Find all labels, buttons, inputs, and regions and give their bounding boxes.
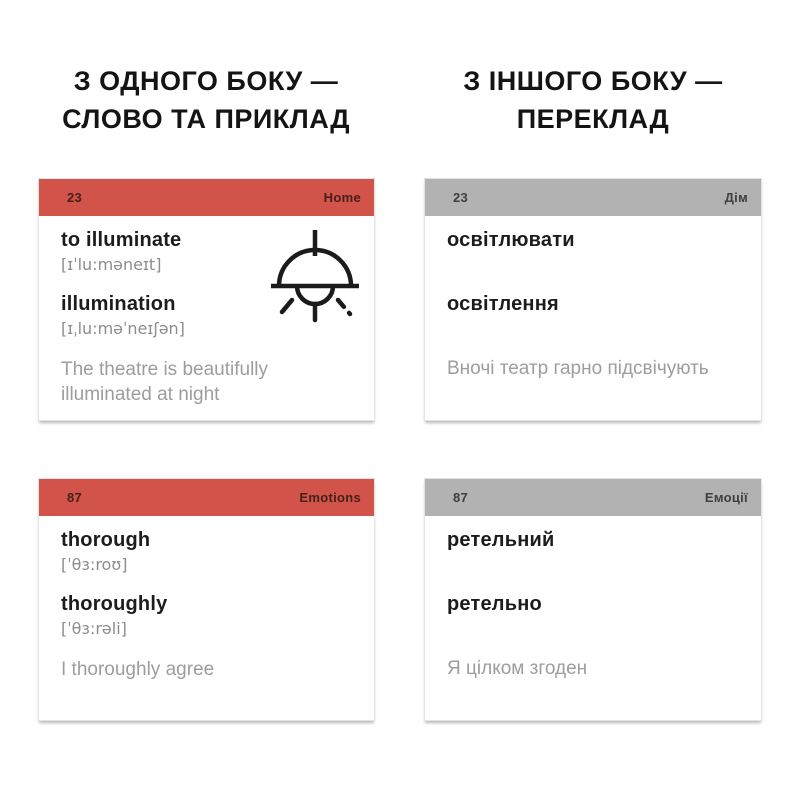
front-column-title-line1: З ОДНОГО БОКУ —: [73, 66, 339, 96]
translation-word: освітлювати: [447, 229, 575, 251]
back-column-title: [413, 62, 773, 138]
pendant-lamp-icon: [268, 226, 362, 330]
card-category: Дім: [724, 190, 748, 205]
translation-word: ретельний: [447, 529, 555, 551]
card-body: [425, 216, 761, 420]
card-number: 87: [453, 490, 469, 505]
back-column-title-line1: З ІНШОГО БОКУ —: [463, 66, 723, 96]
card-header: [425, 479, 761, 516]
card-category: Home: [323, 190, 361, 205]
example-sentence: I thoroughly agree: [61, 659, 215, 680]
word: thoroughly: [61, 593, 168, 615]
card-body: [39, 216, 374, 420]
translation-word: освітлення: [447, 293, 559, 315]
card-header: [39, 179, 374, 216]
phonetic-transcription: [ˈθɜ:rəli]: [61, 619, 127, 638]
word: thorough: [61, 529, 151, 551]
front-column-title: [26, 62, 386, 138]
translated-example-sentence: Вночі театр гарно підсвічують: [447, 358, 709, 379]
phonetic-transcription: [ɪˈlu:məneɪt]: [61, 255, 162, 274]
example-sentence: The theatre is beautifully illuminated at night: [61, 359, 269, 405]
card-category: Емоції: [704, 490, 748, 505]
word: illumination: [61, 293, 176, 315]
back-column-title-line2: ПЕРЕКЛАД: [516, 104, 670, 134]
phonetic-transcription: [ɪˌlu:məˈneɪʃən]: [61, 319, 185, 338]
card-body: [39, 516, 374, 720]
card-header: [425, 179, 761, 216]
card-number: 23: [453, 190, 469, 205]
front-column-title-line2: СЛОВО ТА ПРИКЛАД: [62, 104, 350, 134]
translated-example-sentence: Я цілком згоден: [447, 658, 588, 679]
card-number: 23: [67, 190, 83, 205]
word: to illuminate: [61, 229, 182, 251]
phonetic-transcription: [ˈθɜ:roʊ]: [61, 555, 128, 574]
flashcard-front-emotions-87: [38, 478, 375, 721]
card-number: 87: [67, 490, 83, 505]
card-header: [39, 479, 374, 516]
card-category: Emotions: [299, 490, 361, 505]
card-body: [425, 516, 761, 720]
translation-word: ретельно: [447, 593, 542, 615]
flashcard-front-home-23: [38, 178, 375, 421]
flashcard-back-dim-23: [424, 178, 762, 421]
flashcard-back-emotsii-87: [424, 478, 762, 721]
